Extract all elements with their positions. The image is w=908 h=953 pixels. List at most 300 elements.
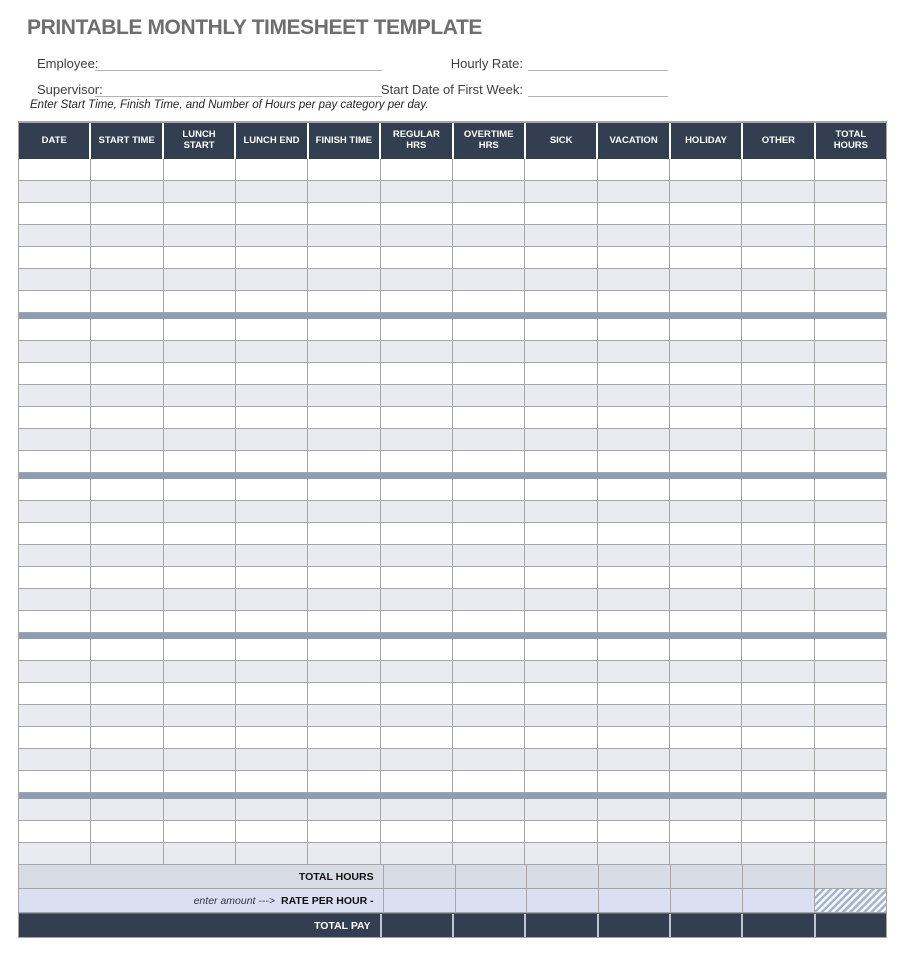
timesheet-entry-cell[interactable] bbox=[598, 479, 670, 500]
timesheet-entry-cell[interactable] bbox=[815, 269, 886, 290]
timesheet-entry-cell[interactable] bbox=[91, 501, 163, 522]
timesheet-entry-cell[interactable] bbox=[453, 429, 525, 450]
timesheet-entry-cell[interactable] bbox=[381, 319, 453, 340]
timesheet-entry-cell[interactable] bbox=[453, 501, 525, 522]
timesheet-entry-cell[interactable] bbox=[308, 341, 380, 362]
timesheet-entry-cell[interactable] bbox=[598, 341, 670, 362]
timesheet-entry-cell[interactable] bbox=[815, 567, 886, 588]
timesheet-entry-cell[interactable] bbox=[453, 727, 525, 748]
timesheet-entry-cell[interactable] bbox=[164, 451, 236, 472]
timesheet-entry-cell[interactable] bbox=[670, 159, 742, 180]
timesheet-entry-cell[interactable] bbox=[742, 225, 814, 246]
timesheet-entry-cell[interactable] bbox=[19, 589, 91, 610]
timesheet-entry-cell[interactable] bbox=[815, 319, 886, 340]
timesheet-entry-cell[interactable] bbox=[19, 523, 91, 544]
timesheet-entry-cell[interactable] bbox=[525, 661, 597, 682]
timesheet-entry-cell[interactable] bbox=[308, 749, 380, 770]
timesheet-entry-cell[interactable] bbox=[164, 545, 236, 566]
timesheet-entry-cell[interactable] bbox=[598, 159, 670, 180]
timesheet-entry-cell[interactable] bbox=[525, 749, 597, 770]
timesheet-entry-cell[interactable] bbox=[525, 589, 597, 610]
timesheet-entry-cell[interactable] bbox=[453, 771, 525, 792]
timesheet-entry-cell[interactable] bbox=[236, 225, 308, 246]
timesheet-entry-cell[interactable] bbox=[598, 225, 670, 246]
total-hours-value-cell[interactable] bbox=[527, 865, 599, 888]
timesheet-entry-cell[interactable] bbox=[91, 341, 163, 362]
rate-value-cell[interactable] bbox=[743, 889, 815, 912]
timesheet-entry-cell[interactable] bbox=[815, 843, 886, 864]
timesheet-entry-cell[interactable] bbox=[91, 661, 163, 682]
timesheet-entry-cell[interactable] bbox=[742, 705, 814, 726]
timesheet-entry-cell[interactable] bbox=[308, 225, 380, 246]
timesheet-entry-cell[interactable] bbox=[164, 799, 236, 820]
timesheet-entry-cell[interactable] bbox=[381, 749, 453, 770]
timesheet-entry-cell[interactable] bbox=[670, 203, 742, 224]
timesheet-entry-cell[interactable] bbox=[598, 705, 670, 726]
timesheet-entry-cell[interactable] bbox=[453, 269, 525, 290]
rate-value-cell[interactable] bbox=[527, 889, 599, 912]
timesheet-entry-cell[interactable] bbox=[742, 639, 814, 660]
timesheet-entry-cell[interactable] bbox=[525, 451, 597, 472]
timesheet-entry-cell[interactable] bbox=[598, 291, 670, 312]
timesheet-entry-cell[interactable] bbox=[164, 771, 236, 792]
timesheet-entry-cell[interactable] bbox=[598, 611, 670, 632]
timesheet-entry-cell[interactable] bbox=[453, 683, 525, 704]
timesheet-entry-cell[interactable] bbox=[91, 319, 163, 340]
timesheet-entry-cell[interactable] bbox=[815, 799, 886, 820]
timesheet-entry-cell[interactable] bbox=[815, 639, 886, 660]
timesheet-entry-cell[interactable] bbox=[381, 843, 453, 864]
timesheet-entry-cell[interactable] bbox=[815, 611, 886, 632]
timesheet-entry-cell[interactable] bbox=[236, 639, 308, 660]
timesheet-entry-cell[interactable] bbox=[670, 523, 742, 544]
timesheet-entry-cell[interactable] bbox=[236, 159, 308, 180]
timesheet-entry-cell[interactable] bbox=[670, 407, 742, 428]
total-pay-value-cell[interactable] bbox=[816, 914, 886, 937]
timesheet-entry-cell[interactable] bbox=[19, 319, 91, 340]
timesheet-entry-cell[interactable] bbox=[19, 567, 91, 588]
timesheet-entry-cell[interactable] bbox=[164, 225, 236, 246]
timesheet-entry-cell[interactable] bbox=[670, 363, 742, 384]
timesheet-entry-cell[interactable] bbox=[236, 749, 308, 770]
timesheet-entry-cell[interactable] bbox=[453, 479, 525, 500]
timesheet-entry-cell[interactable] bbox=[525, 611, 597, 632]
timesheet-entry-cell[interactable] bbox=[381, 181, 453, 202]
timesheet-entry-cell[interactable] bbox=[742, 611, 814, 632]
timesheet-entry-cell[interactable] bbox=[453, 639, 525, 660]
timesheet-entry-cell[interactable] bbox=[236, 523, 308, 544]
timesheet-entry-cell[interactable] bbox=[815, 683, 886, 704]
timesheet-entry-cell[interactable] bbox=[19, 429, 91, 450]
timesheet-entry-cell[interactable] bbox=[164, 203, 236, 224]
total-hours-value-cell[interactable] bbox=[743, 865, 815, 888]
timesheet-entry-cell[interactable] bbox=[381, 589, 453, 610]
timesheet-entry-cell[interactable] bbox=[236, 451, 308, 472]
timesheet-entry-cell[interactable] bbox=[598, 523, 670, 544]
timesheet-entry-cell[interactable] bbox=[308, 479, 380, 500]
timesheet-entry-cell[interactable] bbox=[815, 429, 886, 450]
timesheet-entry-cell[interactable] bbox=[598, 181, 670, 202]
timesheet-entry-cell[interactable] bbox=[164, 705, 236, 726]
total-pay-value-cell[interactable] bbox=[743, 914, 815, 937]
timesheet-entry-cell[interactable] bbox=[598, 545, 670, 566]
timesheet-entry-cell[interactable] bbox=[164, 683, 236, 704]
timesheet-entry-cell[interactable] bbox=[670, 319, 742, 340]
timesheet-entry-cell[interactable] bbox=[164, 843, 236, 864]
timesheet-entry-cell[interactable] bbox=[381, 523, 453, 544]
timesheet-entry-cell[interactable] bbox=[670, 771, 742, 792]
timesheet-entry-cell[interactable] bbox=[164, 341, 236, 362]
timesheet-entry-cell[interactable] bbox=[91, 799, 163, 820]
timesheet-entry-cell[interactable] bbox=[19, 363, 91, 384]
rate-value-cell[interactable] bbox=[456, 889, 528, 912]
total-pay-value-cell[interactable] bbox=[382, 914, 454, 937]
timesheet-entry-cell[interactable] bbox=[453, 799, 525, 820]
timesheet-entry-cell[interactable] bbox=[670, 661, 742, 682]
timesheet-entry-cell[interactable] bbox=[164, 247, 236, 268]
timesheet-entry-cell[interactable] bbox=[91, 567, 163, 588]
timesheet-entry-cell[interactable] bbox=[381, 683, 453, 704]
timesheet-entry-cell[interactable] bbox=[164, 159, 236, 180]
timesheet-entry-cell[interactable] bbox=[670, 821, 742, 842]
timesheet-entry-cell[interactable] bbox=[91, 159, 163, 180]
timesheet-entry-cell[interactable] bbox=[453, 291, 525, 312]
total-hours-value-cell[interactable] bbox=[456, 865, 528, 888]
timesheet-entry-cell[interactable] bbox=[19, 203, 91, 224]
timesheet-entry-cell[interactable] bbox=[453, 523, 525, 544]
timesheet-entry-cell[interactable] bbox=[742, 523, 814, 544]
timesheet-entry-cell[interactable] bbox=[308, 771, 380, 792]
timesheet-entry-cell[interactable] bbox=[381, 727, 453, 748]
timesheet-entry-cell[interactable] bbox=[164, 501, 236, 522]
timesheet-entry-cell[interactable] bbox=[236, 247, 308, 268]
timesheet-entry-cell[interactable] bbox=[236, 589, 308, 610]
timesheet-entry-cell[interactable] bbox=[598, 639, 670, 660]
timesheet-entry-cell[interactable] bbox=[19, 341, 91, 362]
timesheet-entry-cell[interactable] bbox=[670, 181, 742, 202]
timesheet-entry-cell[interactable] bbox=[19, 269, 91, 290]
timesheet-entry-cell[interactable] bbox=[236, 771, 308, 792]
timesheet-entry-cell[interactable] bbox=[525, 799, 597, 820]
timesheet-entry-cell[interactable] bbox=[742, 843, 814, 864]
timesheet-entry-cell[interactable] bbox=[815, 291, 886, 312]
timesheet-entry-cell[interactable] bbox=[670, 291, 742, 312]
timesheet-entry-cell[interactable] bbox=[670, 589, 742, 610]
timesheet-entry-cell[interactable] bbox=[815, 407, 886, 428]
timesheet-entry-cell[interactable] bbox=[742, 203, 814, 224]
timesheet-entry-cell[interactable] bbox=[236, 501, 308, 522]
timesheet-entry-cell[interactable] bbox=[815, 363, 886, 384]
timesheet-entry-cell[interactable] bbox=[453, 407, 525, 428]
timesheet-entry-cell[interactable] bbox=[742, 319, 814, 340]
timesheet-entry-cell[interactable] bbox=[453, 821, 525, 842]
timesheet-entry-cell[interactable] bbox=[598, 727, 670, 748]
timesheet-entry-cell[interactable] bbox=[381, 705, 453, 726]
timesheet-entry-cell[interactable] bbox=[815, 341, 886, 362]
timesheet-entry-cell[interactable] bbox=[164, 639, 236, 660]
timesheet-entry-cell[interactable] bbox=[815, 247, 886, 268]
timesheet-entry-cell[interactable] bbox=[670, 341, 742, 362]
timesheet-entry-cell[interactable] bbox=[815, 749, 886, 770]
timesheet-entry-cell[interactable] bbox=[598, 203, 670, 224]
timesheet-entry-cell[interactable] bbox=[525, 523, 597, 544]
timesheet-entry-cell[interactable] bbox=[164, 567, 236, 588]
timesheet-entry-cell[interactable] bbox=[381, 611, 453, 632]
timesheet-entry-cell[interactable] bbox=[670, 451, 742, 472]
timesheet-entry-cell[interactable] bbox=[308, 269, 380, 290]
timesheet-entry-cell[interactable] bbox=[815, 451, 886, 472]
timesheet-entry-cell[interactable] bbox=[308, 181, 380, 202]
timesheet-entry-cell[interactable] bbox=[91, 451, 163, 472]
timesheet-entry-cell[interactable] bbox=[670, 567, 742, 588]
timesheet-entry-cell[interactable] bbox=[19, 727, 91, 748]
timesheet-entry-cell[interactable] bbox=[598, 749, 670, 770]
timesheet-entry-cell[interactable] bbox=[525, 247, 597, 268]
timesheet-entry-cell[interactable] bbox=[742, 429, 814, 450]
timesheet-entry-cell[interactable] bbox=[598, 319, 670, 340]
timesheet-entry-cell[interactable] bbox=[236, 319, 308, 340]
timesheet-entry-cell[interactable] bbox=[453, 545, 525, 566]
timesheet-entry-cell[interactable] bbox=[308, 385, 380, 406]
timesheet-entry-cell[interactable] bbox=[308, 821, 380, 842]
timesheet-entry-cell[interactable] bbox=[19, 159, 91, 180]
timesheet-entry-cell[interactable] bbox=[453, 225, 525, 246]
timesheet-entry-cell[interactable] bbox=[742, 181, 814, 202]
total-hours-value-cell[interactable] bbox=[815, 865, 886, 888]
timesheet-entry-cell[interactable] bbox=[742, 567, 814, 588]
supervisor-input-line[interactable] bbox=[95, 80, 382, 97]
rate-value-cell[interactable] bbox=[671, 889, 743, 912]
timesheet-entry-cell[interactable] bbox=[670, 385, 742, 406]
timesheet-entry-cell[interactable] bbox=[815, 589, 886, 610]
timesheet-entry-cell[interactable] bbox=[670, 749, 742, 770]
timesheet-entry-cell[interactable] bbox=[598, 843, 670, 864]
timesheet-entry-cell[interactable] bbox=[381, 247, 453, 268]
timesheet-entry-cell[interactable] bbox=[598, 567, 670, 588]
timesheet-entry-cell[interactable] bbox=[91, 385, 163, 406]
timesheet-entry-cell[interactable] bbox=[815, 771, 886, 792]
timesheet-entry-cell[interactable] bbox=[742, 407, 814, 428]
timesheet-entry-cell[interactable] bbox=[453, 203, 525, 224]
timesheet-entry-cell[interactable] bbox=[453, 661, 525, 682]
timesheet-entry-cell[interactable] bbox=[525, 479, 597, 500]
total-hours-value-cell[interactable] bbox=[599, 865, 671, 888]
timesheet-entry-cell[interactable] bbox=[381, 821, 453, 842]
timesheet-entry-cell[interactable] bbox=[19, 639, 91, 660]
timesheet-entry-cell[interactable] bbox=[308, 705, 380, 726]
timesheet-entry-cell[interactable] bbox=[236, 407, 308, 428]
timesheet-entry-cell[interactable] bbox=[453, 705, 525, 726]
timesheet-entry-cell[interactable] bbox=[453, 567, 525, 588]
timesheet-entry-cell[interactable] bbox=[236, 567, 308, 588]
timesheet-entry-cell[interactable] bbox=[236, 203, 308, 224]
timesheet-entry-cell[interactable] bbox=[19, 611, 91, 632]
timesheet-entry-cell[interactable] bbox=[91, 225, 163, 246]
timesheet-entry-cell[interactable] bbox=[381, 203, 453, 224]
timesheet-entry-cell[interactable] bbox=[670, 479, 742, 500]
timesheet-entry-cell[interactable] bbox=[815, 661, 886, 682]
timesheet-entry-cell[interactable] bbox=[525, 567, 597, 588]
timesheet-entry-cell[interactable] bbox=[164, 363, 236, 384]
timesheet-entry-cell[interactable] bbox=[381, 407, 453, 428]
timesheet-entry-cell[interactable] bbox=[308, 451, 380, 472]
timesheet-entry-cell[interactable] bbox=[164, 749, 236, 770]
timesheet-entry-cell[interactable] bbox=[525, 407, 597, 428]
timesheet-entry-cell[interactable] bbox=[381, 451, 453, 472]
timesheet-entry-cell[interactable] bbox=[91, 269, 163, 290]
timesheet-entry-cell[interactable] bbox=[19, 843, 91, 864]
timesheet-entry-cell[interactable] bbox=[598, 451, 670, 472]
timesheet-entry-cell[interactable] bbox=[164, 479, 236, 500]
timesheet-entry-cell[interactable] bbox=[381, 385, 453, 406]
timesheet-entry-cell[interactable] bbox=[742, 451, 814, 472]
timesheet-entry-cell[interactable] bbox=[525, 203, 597, 224]
timesheet-entry-cell[interactable] bbox=[236, 385, 308, 406]
timesheet-entry-cell[interactable] bbox=[236, 661, 308, 682]
timesheet-entry-cell[interactable] bbox=[236, 683, 308, 704]
timesheet-entry-cell[interactable] bbox=[598, 589, 670, 610]
timesheet-entry-cell[interactable] bbox=[91, 843, 163, 864]
timesheet-entry-cell[interactable] bbox=[598, 407, 670, 428]
timesheet-entry-cell[interactable] bbox=[525, 159, 597, 180]
timesheet-entry-cell[interactable] bbox=[670, 247, 742, 268]
timesheet-entry-cell[interactable] bbox=[525, 639, 597, 660]
timesheet-entry-cell[interactable] bbox=[19, 821, 91, 842]
timesheet-entry-cell[interactable] bbox=[453, 319, 525, 340]
timesheet-entry-cell[interactable] bbox=[453, 181, 525, 202]
timesheet-entry-cell[interactable] bbox=[525, 545, 597, 566]
timesheet-entry-cell[interactable] bbox=[164, 291, 236, 312]
timesheet-entry-cell[interactable] bbox=[742, 749, 814, 770]
timesheet-entry-cell[interactable] bbox=[91, 407, 163, 428]
timesheet-entry-cell[interactable] bbox=[598, 429, 670, 450]
timesheet-entry-cell[interactable] bbox=[815, 385, 886, 406]
timesheet-entry-cell[interactable] bbox=[19, 407, 91, 428]
timesheet-entry-cell[interactable] bbox=[91, 523, 163, 544]
timesheet-entry-cell[interactable] bbox=[19, 385, 91, 406]
timesheet-entry-cell[interactable] bbox=[308, 203, 380, 224]
timesheet-entry-cell[interactable] bbox=[598, 501, 670, 522]
total-pay-value-cell[interactable] bbox=[599, 914, 671, 937]
timesheet-entry-cell[interactable] bbox=[164, 181, 236, 202]
timesheet-entry-cell[interactable] bbox=[236, 727, 308, 748]
timesheet-entry-cell[interactable] bbox=[381, 501, 453, 522]
timesheet-entry-cell[interactable] bbox=[91, 639, 163, 660]
total-pay-value-cell[interactable] bbox=[671, 914, 743, 937]
timesheet-entry-cell[interactable] bbox=[381, 799, 453, 820]
timesheet-entry-cell[interactable] bbox=[91, 727, 163, 748]
timesheet-entry-cell[interactable] bbox=[598, 385, 670, 406]
timesheet-entry-cell[interactable] bbox=[381, 269, 453, 290]
timesheet-entry-cell[interactable] bbox=[236, 799, 308, 820]
timesheet-entry-cell[interactable] bbox=[525, 363, 597, 384]
timesheet-entry-cell[interactable] bbox=[91, 429, 163, 450]
timesheet-entry-cell[interactable] bbox=[19, 451, 91, 472]
timesheet-entry-cell[interactable] bbox=[742, 291, 814, 312]
timesheet-entry-cell[interactable] bbox=[19, 661, 91, 682]
timesheet-entry-cell[interactable] bbox=[164, 319, 236, 340]
timesheet-entry-cell[interactable] bbox=[236, 545, 308, 566]
timesheet-entry-cell[interactable] bbox=[381, 225, 453, 246]
timesheet-entry-cell[interactable] bbox=[164, 269, 236, 290]
employee-input-line[interactable] bbox=[95, 54, 382, 71]
timesheet-entry-cell[interactable] bbox=[670, 705, 742, 726]
timesheet-entry-cell[interactable] bbox=[308, 799, 380, 820]
timesheet-entry-cell[interactable] bbox=[381, 159, 453, 180]
timesheet-entry-cell[interactable] bbox=[236, 363, 308, 384]
timesheet-entry-cell[interactable] bbox=[453, 159, 525, 180]
timesheet-entry-cell[interactable] bbox=[525, 771, 597, 792]
timesheet-entry-cell[interactable] bbox=[742, 341, 814, 362]
timesheet-entry-cell[interactable] bbox=[670, 683, 742, 704]
timesheet-entry-cell[interactable] bbox=[525, 843, 597, 864]
timesheet-entry-cell[interactable] bbox=[815, 203, 886, 224]
timesheet-entry-cell[interactable] bbox=[525, 269, 597, 290]
timesheet-entry-cell[interactable] bbox=[670, 269, 742, 290]
timesheet-entry-cell[interactable] bbox=[670, 501, 742, 522]
timesheet-entry-cell[interactable] bbox=[308, 611, 380, 632]
timesheet-entry-cell[interactable] bbox=[381, 545, 453, 566]
timesheet-entry-cell[interactable] bbox=[525, 385, 597, 406]
timesheet-entry-cell[interactable] bbox=[453, 363, 525, 384]
timesheet-entry-cell[interactable] bbox=[91, 181, 163, 202]
timesheet-entry-cell[interactable] bbox=[742, 661, 814, 682]
timesheet-entry-cell[interactable] bbox=[670, 429, 742, 450]
timesheet-entry-cell[interactable] bbox=[670, 843, 742, 864]
timesheet-entry-cell[interactable] bbox=[742, 683, 814, 704]
timesheet-entry-cell[interactable] bbox=[453, 589, 525, 610]
timesheet-entry-cell[interactable] bbox=[742, 501, 814, 522]
timesheet-entry-cell[interactable] bbox=[19, 705, 91, 726]
timesheet-entry-cell[interactable] bbox=[453, 451, 525, 472]
timesheet-entry-cell[interactable] bbox=[381, 661, 453, 682]
timesheet-entry-cell[interactable] bbox=[19, 291, 91, 312]
timesheet-entry-cell[interactable] bbox=[308, 567, 380, 588]
timesheet-entry-cell[interactable] bbox=[598, 269, 670, 290]
total-hours-value-cell[interactable] bbox=[671, 865, 743, 888]
timesheet-entry-cell[interactable] bbox=[381, 429, 453, 450]
timesheet-entry-cell[interactable] bbox=[308, 319, 380, 340]
timesheet-entry-cell[interactable] bbox=[742, 589, 814, 610]
timesheet-entry-cell[interactable] bbox=[308, 727, 380, 748]
timesheet-entry-cell[interactable] bbox=[19, 501, 91, 522]
timesheet-entry-cell[interactable] bbox=[91, 363, 163, 384]
timesheet-entry-cell[interactable] bbox=[236, 843, 308, 864]
timesheet-entry-cell[interactable] bbox=[525, 181, 597, 202]
timesheet-entry-cell[interactable] bbox=[598, 247, 670, 268]
timesheet-entry-cell[interactable] bbox=[598, 821, 670, 842]
timesheet-entry-cell[interactable] bbox=[525, 341, 597, 362]
timesheet-entry-cell[interactable] bbox=[381, 363, 453, 384]
timesheet-entry-cell[interactable] bbox=[308, 683, 380, 704]
timesheet-entry-cell[interactable] bbox=[381, 341, 453, 362]
timesheet-entry-cell[interactable] bbox=[308, 589, 380, 610]
timesheet-entry-cell[interactable] bbox=[453, 341, 525, 362]
timesheet-entry-cell[interactable] bbox=[308, 429, 380, 450]
timesheet-entry-cell[interactable] bbox=[164, 523, 236, 544]
timesheet-entry-cell[interactable] bbox=[19, 545, 91, 566]
total-hours-value-cell[interactable] bbox=[384, 865, 456, 888]
timesheet-entry-cell[interactable] bbox=[164, 589, 236, 610]
timesheet-entry-cell[interactable] bbox=[381, 479, 453, 500]
timesheet-entry-cell[interactable] bbox=[815, 479, 886, 500]
rate-value-cell[interactable] bbox=[599, 889, 671, 912]
timesheet-entry-cell[interactable] bbox=[91, 291, 163, 312]
timesheet-entry-cell[interactable] bbox=[164, 385, 236, 406]
timesheet-entry-cell[interactable] bbox=[308, 407, 380, 428]
timesheet-entry-cell[interactable] bbox=[236, 181, 308, 202]
timesheet-entry-cell[interactable] bbox=[308, 501, 380, 522]
